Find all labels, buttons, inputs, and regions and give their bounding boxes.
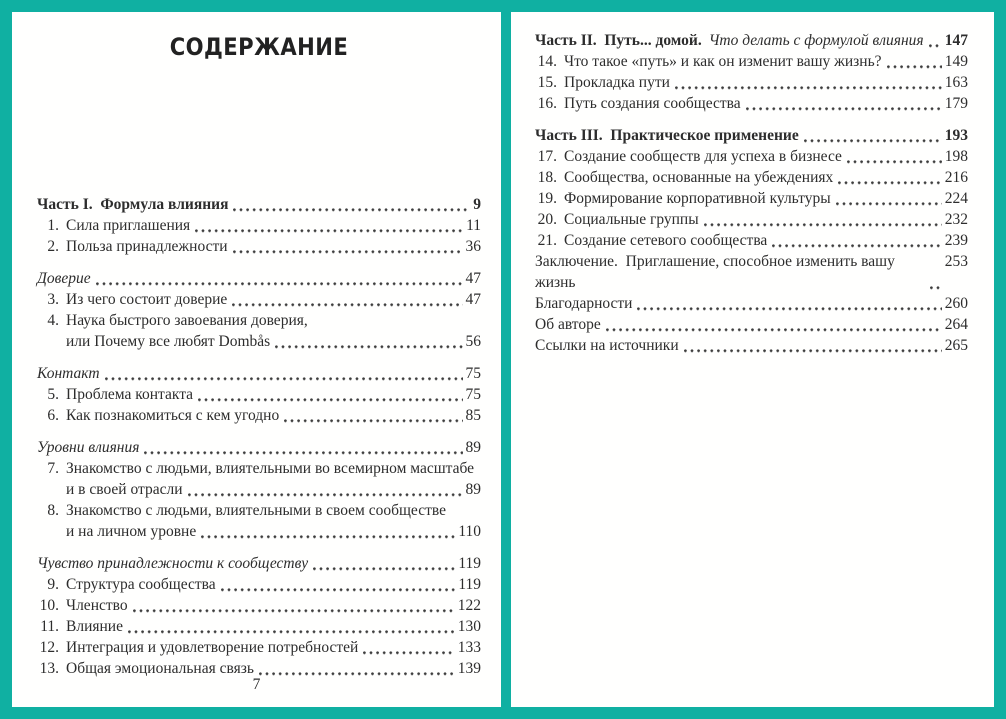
toc-entry-number: 20. [537, 211, 557, 228]
toc-entry [37, 437, 481, 458]
toc-entry-page: 216 [944, 169, 968, 186]
toc-entry [37, 500, 481, 542]
toc-entry-page: 9 [473, 196, 481, 213]
toc-entry [535, 188, 968, 209]
dot-leader [363, 651, 454, 654]
toc-entry-line [66, 331, 481, 352]
toc-entry-title: Заключение. Приглашение, способное изменить вашу жизнь [535, 253, 899, 291]
dot-leader [195, 229, 463, 232]
toc-entry-title: Создание сетевого сообщества [564, 232, 768, 249]
toc-entry-number: 17. [537, 148, 557, 165]
toc-entry-page: 149 [944, 53, 968, 70]
toc-entry [535, 209, 968, 230]
toc-entry-title: Ссылки на источники [535, 337, 679, 354]
dot-leader [684, 349, 942, 352]
dot-leader [133, 609, 455, 612]
toc-entry-number: 14. [537, 53, 557, 70]
toc-entry [535, 251, 968, 293]
dot-leader [838, 181, 942, 184]
toc-entry-number: 13. [39, 660, 59, 677]
toc-entry-number: 18. [537, 169, 557, 186]
toc-entry-number: 12. [39, 639, 59, 656]
toc-entry-title: Что такое «путь» и как он изменит вашу жизнь? [564, 53, 882, 70]
toc-entry-number: 21. [537, 232, 557, 249]
dot-leader [284, 419, 462, 422]
dot-leader [313, 567, 455, 570]
dot-leader [232, 303, 462, 306]
toc-entry-title: Польза принадлежности [66, 238, 228, 255]
toc-entry-title: Интеграция и удовлетворение потребностей [66, 639, 359, 656]
page-number: 7 [252, 676, 261, 693]
toc-entry-body [66, 310, 481, 352]
toc-title: СОДЕРЖАНИЕ [169, 33, 349, 61]
toc-entry-title: Наука быстрого завоевания доверия, [66, 312, 308, 329]
toc-entry-title: Знакомство с людьми, влиятельными во всемирном масштабе [66, 460, 475, 477]
dot-leader [233, 208, 470, 211]
toc-entry [37, 194, 481, 215]
toc-entry-page: 224 [944, 190, 968, 207]
toc-entry-page: 193 [944, 127, 968, 144]
toc-entry [535, 51, 968, 72]
toc-entry-page: 36 [465, 238, 481, 255]
toc-entry-title: Благодарности [535, 295, 633, 312]
toc-entry-number: 9. [47, 576, 59, 593]
toc-entry [37, 637, 481, 658]
toc-entry [37, 268, 481, 289]
toc-entry-title: Влияние [66, 618, 123, 635]
toc-entry [37, 384, 481, 405]
toc-entry-title: Об авторе [535, 316, 601, 333]
toc-entry-number: 8. [47, 502, 59, 519]
dot-leader [606, 328, 942, 331]
toc-entry-body [66, 458, 481, 500]
toc-entry-page: 163 [944, 74, 968, 91]
toc-entry-title: Членство [66, 597, 128, 614]
toc-entry-number: 7. [47, 460, 59, 477]
dot-leader [887, 65, 942, 68]
toc-entry-page: 253 [944, 253, 968, 270]
toc-entry-number: 3. [47, 291, 59, 308]
toc-entry [37, 363, 481, 384]
toc-entry-title: Путь создания сообщества [564, 95, 741, 112]
dot-leader [128, 630, 455, 633]
toc-entry-page: 122 [457, 597, 481, 614]
toc-entry-page: 75 [465, 386, 481, 403]
toc-entry-number: 15. [537, 74, 557, 91]
toc-entry-page: 147 [944, 32, 968, 49]
toc-entry [535, 167, 968, 188]
toc-entry-title: Контакт [37, 365, 100, 382]
toc-entry-title: Из чего состоит доверие [66, 291, 228, 308]
dot-leader [96, 282, 463, 285]
toc-entry [535, 125, 968, 146]
toc-entry-title: Как познакомиться с кем угодно [66, 407, 280, 424]
toc-entry [535, 146, 968, 167]
toc-entry [37, 595, 481, 616]
toc-entry-page: 133 [457, 639, 481, 656]
toc-entry-title: Социальные группы [564, 211, 699, 228]
toc-entry-page: 232 [944, 211, 968, 228]
toc-entry [535, 314, 968, 335]
toc-entry-line [66, 310, 481, 331]
toc-entry-page: 56 [465, 333, 481, 350]
toc-entry-page: 239 [944, 232, 968, 249]
toc-entry-number: 5. [47, 386, 59, 403]
toc-entry [37, 458, 481, 500]
toc-entry-line [66, 500, 481, 521]
dot-leader [188, 493, 463, 496]
dot-leader [144, 451, 462, 454]
toc-entry [535, 72, 968, 93]
toc-entry-page: 264 [944, 316, 968, 333]
dot-leader [804, 139, 942, 142]
dot-leader [637, 307, 941, 310]
toc-entry-page: 198 [944, 148, 968, 165]
toc-entry-page: 119 [458, 555, 481, 572]
right-page [511, 12, 994, 707]
toc-entry-page: 11 [466, 217, 481, 234]
toc-entry-title: Уровни влияния [37, 439, 140, 456]
dot-leader [201, 535, 455, 538]
toc-entry [37, 310, 481, 352]
toc-entry-page: 119 [458, 576, 481, 593]
dot-leader [233, 250, 463, 253]
toc-entry [535, 93, 968, 114]
toc-entry [535, 30, 968, 51]
dot-leader [704, 223, 942, 226]
toc-entry-page: 47 [465, 270, 481, 287]
toc-entry-page: 265 [944, 337, 968, 354]
toc-entry-line [66, 521, 481, 542]
toc-entry-title-continued: и в своей отрасли [66, 481, 183, 498]
toc-entry-title: Сообщества, основанные на убеждениях [564, 169, 834, 186]
toc-entry [535, 230, 968, 251]
toc-entry-title: Проблема контакта [66, 386, 194, 403]
toc-entry-number: 11. [40, 618, 59, 635]
toc-entry [37, 405, 481, 426]
toc-entry [37, 215, 481, 236]
toc-entry [37, 289, 481, 310]
toc-entry-title-continued: или Почему все любят Dombås [66, 333, 271, 350]
toc-entry [37, 553, 481, 574]
toc-entry-page: 85 [465, 407, 481, 424]
toc-entry-title-continued: и на личном уровне [66, 523, 197, 540]
toc-entry-number: 10. [39, 597, 59, 614]
toc-entry-page: 179 [944, 95, 968, 112]
toc-entry-title: Часть I. Формула влияния [37, 196, 229, 213]
toc-entry-title: Структура сообщества [66, 576, 216, 593]
dot-leader [746, 107, 942, 110]
toc-entry [535, 335, 968, 356]
toc-entry-number: 6. [47, 407, 59, 424]
toc-entry-page: 89 [465, 481, 481, 498]
toc-entry [535, 293, 968, 314]
toc-entry [37, 616, 481, 637]
toc-entry-title: Сила приглашения [66, 217, 191, 234]
toc-entry [37, 236, 481, 257]
dot-leader [847, 160, 942, 163]
toc-entry-title: Создание сообществ для успеха в бизнесе [564, 148, 842, 165]
toc-entry-line [66, 458, 481, 479]
toc-entry-title: Формирование корпоративной культуры [564, 190, 831, 207]
toc-entry-page: 47 [465, 291, 481, 308]
toc-entry-title: Прокладка пути [564, 74, 670, 91]
toc-entry-body [66, 500, 481, 542]
toc-left [37, 194, 481, 679]
toc-entry [37, 574, 481, 595]
toc-entry-number: 1. [47, 217, 59, 234]
toc-entry-title: Общая эмоциональная связь [66, 660, 254, 677]
dot-leader [772, 244, 941, 247]
toc-entry-number: 4. [47, 312, 59, 329]
toc-entry-page: 110 [458, 523, 481, 540]
toc-entry-number: 2. [47, 238, 59, 255]
dot-leader [929, 44, 942, 47]
toc-entry-page: 260 [944, 295, 968, 312]
toc-entry-subtitle: Что делать с формулой влияния [708, 32, 924, 49]
toc-entry-page: 139 [457, 660, 481, 677]
toc-entry-title: Знакомство с людьми, влиятельными в своем сообществе [66, 502, 446, 519]
toc-entry-page: 75 [465, 365, 481, 382]
dot-leader [275, 345, 462, 348]
toc-entry-title: Доверие [37, 270, 91, 287]
toc-entry-title: Часть II. Путь... домой. [535, 32, 702, 49]
toc-entry-line [66, 479, 481, 500]
toc-entry-title: Часть III. Практическое применение [535, 127, 799, 144]
dot-leader [836, 202, 942, 205]
dot-leader [221, 588, 456, 591]
toc-entry-page: 130 [457, 618, 481, 635]
dot-leader [105, 377, 463, 380]
dot-leader [675, 86, 942, 89]
toc-entry-page: 89 [465, 439, 481, 456]
dot-leader [198, 398, 462, 401]
toc-entry-number: 16. [537, 95, 557, 112]
dot-leader [930, 286, 942, 289]
toc-right [535, 30, 968, 356]
dot-leader [259, 672, 455, 675]
left-page [12, 12, 501, 707]
toc-entry-title: Чувство принадлежности к сообществу [37, 555, 309, 572]
toc-entry-number: 19. [537, 190, 557, 207]
